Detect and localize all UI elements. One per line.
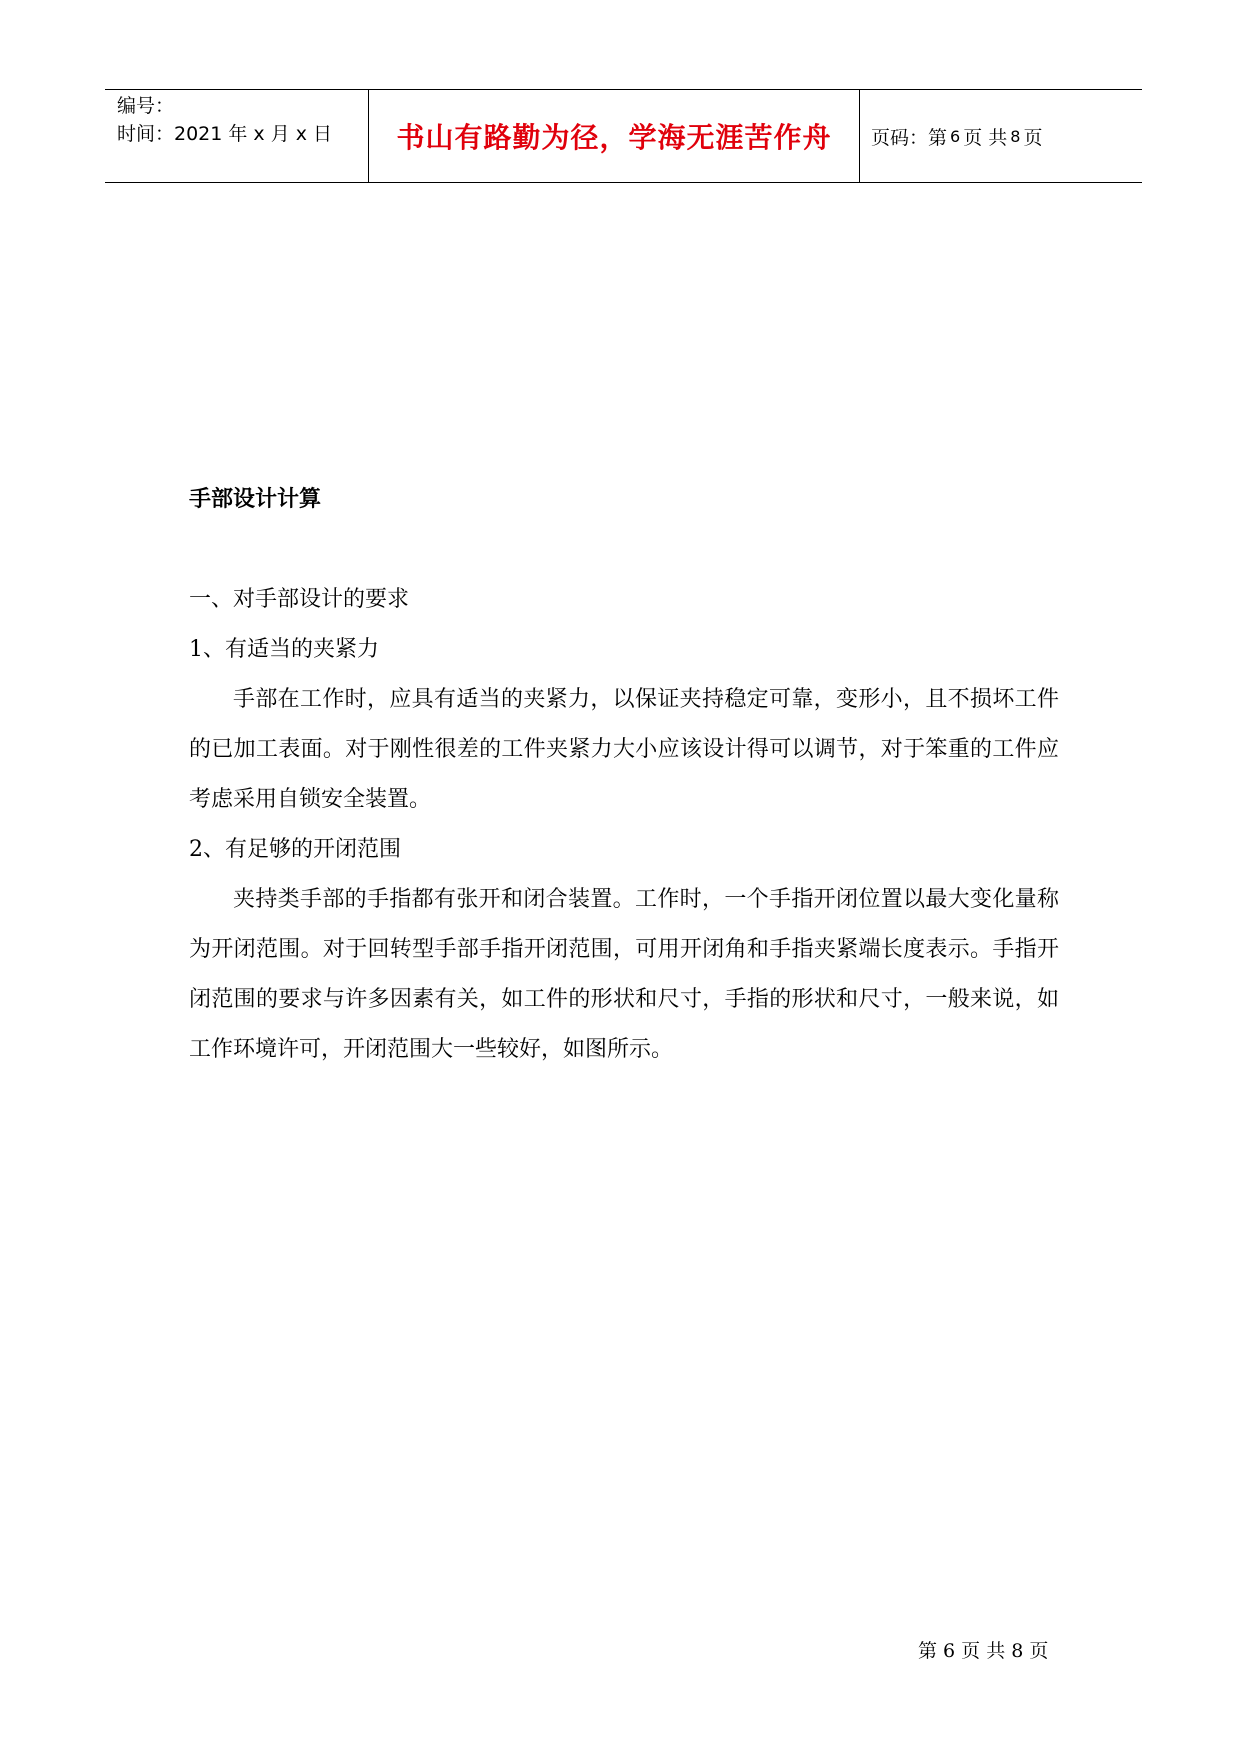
- document-number-label: 编号：: [117, 95, 175, 117]
- document-header: [105, 89, 1142, 183]
- page-label-suffix: 页: [1023, 126, 1043, 149]
- heading-requirements: 一、对手部设计的要求: [189, 587, 410, 612]
- page-label-mid: 页 共: [963, 126, 1008, 149]
- item-1-paragraph: 手部在工作时，应具有适当的夹紧力，以保证夹持稳定可靠，变形小，且不损坏工件的已加工表面。对于刚性很差的工件夹紧力大小应该设计得可以调节，对于笨重的工件应考虑采用自锁安全装置。: [189, 687, 1059, 812]
- item-2-title: 2、有足够的开闭范围: [189, 837, 401, 862]
- item-2-paragraph: 夹持类手部的手指都有张开和闭合装置。工作时，一个手指开闭位置以最大变化量称为开闭范围。对于回转型手部手指开闭范围，可用开闭角和手指夹紧端长度表示。手指开闭范围的要求与许多因素有关，如工件的形状和尺寸，手指的形状和尺寸，一般来说，如工作环境许可，开闭范围大一些较好，如图所示。: [189, 887, 1059, 1062]
- document-body: [189, 475, 1069, 1075]
- header-divider: [859, 90, 860, 182]
- page-total: 8: [1010, 126, 1021, 146]
- document-time-label: 时间：2021 年 x 月 x 日: [117, 123, 333, 145]
- page-label-prefix: 页码：第: [871, 126, 948, 149]
- page-footer: 第 6 页 共 8 页: [918, 1640, 1049, 1662]
- section-title: 手部设计计算: [189, 487, 322, 512]
- header-motto: 书山有路勤为径，学海无涯苦作舟: [396, 121, 832, 154]
- header-meta: [117, 92, 362, 148]
- page-current: 6: [950, 126, 961, 146]
- header-page-info: [871, 90, 1042, 182]
- item-1-title: 1、有适当的夹紧力: [189, 637, 379, 662]
